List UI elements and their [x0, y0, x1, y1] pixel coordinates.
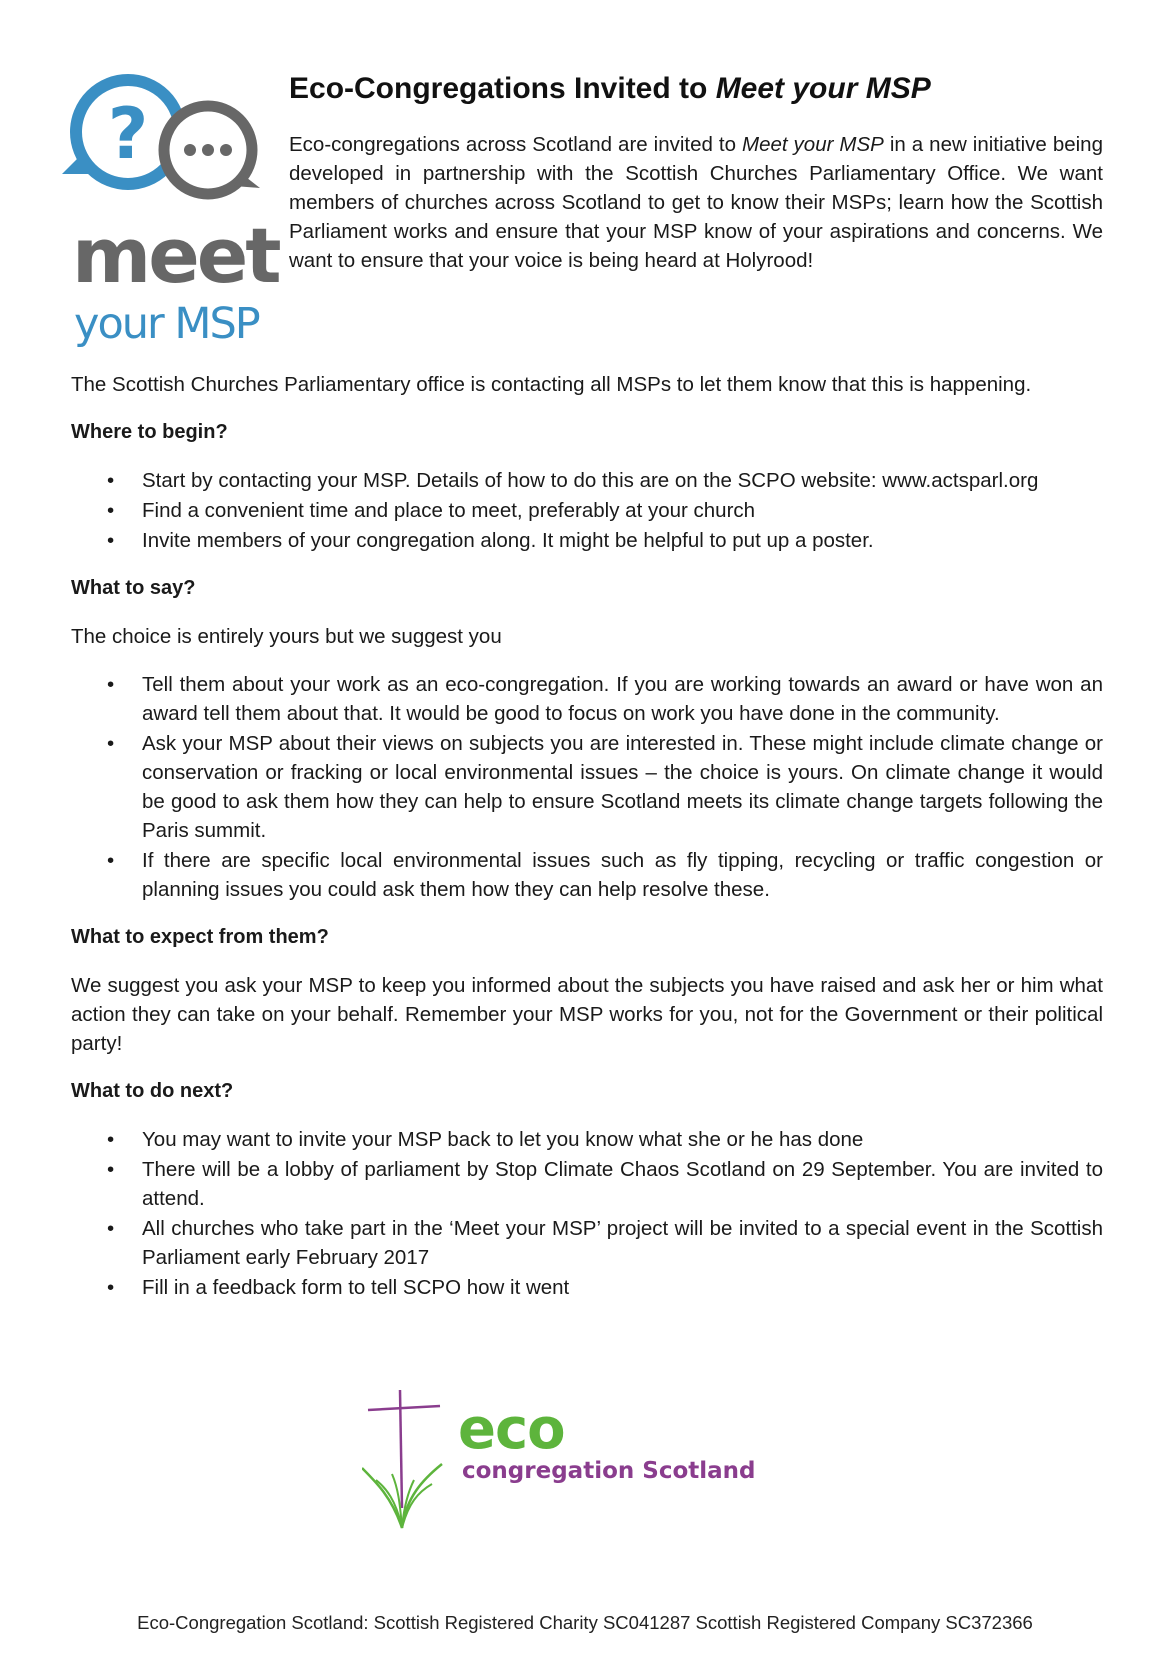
heading-what-to-expect: What to expect from them?: [71, 926, 329, 948]
logo-meet-text: meet: [72, 211, 279, 300]
say-list: [71, 670, 1103, 904]
ellipsis-dot: [220, 144, 232, 156]
list-item: [71, 670, 1103, 728]
heading-where-to-begin: Where to begin?: [71, 421, 228, 443]
intro-emphasis: Meet your MSP: [742, 133, 884, 156]
intro-paragraph: [289, 130, 1103, 275]
list-item: [71, 1273, 1103, 1302]
next-list: [71, 1125, 1103, 1302]
list-item-text: There will be a lobby of parliament by Stop Climate Chaos Scotland on 29 September. You are invited to attend.: [142, 1158, 1103, 1210]
list-item: [71, 846, 1103, 904]
expect-paragraph: We suggest you ask your MSP to keep you informed about the subjects you have raised and ask her or him what action they can take on your behalf. Remember your MSP works for you, not for the Government or their political party!: [71, 974, 1103, 1055]
heading-what-to-say: What to say?: [71, 577, 196, 599]
ellipsis-dot: [202, 144, 214, 156]
list-item: [71, 729, 1103, 845]
bullet-icon: •: [107, 673, 115, 696]
page-title: [289, 71, 931, 107]
title-emphasis: Meet your MSP: [715, 72, 931, 105]
page-footer: Eco-Congregation Scotland: Scottish Registered Charity SC041287 Scottish Registered Company SC372366: [137, 1612, 1033, 1633]
contact-note: The Scottish Churches Parliamentary office is contacting all MSPs to let them know that this is happening.: [71, 373, 1032, 396]
list-item-text: If there are specific local environmental issues such as fly tipping, recycling or traffic congestion or planning issues you could ask them how they can help resolve these.: [142, 849, 1103, 901]
intro-part1: Eco-congregations across Scotland are invited to: [289, 133, 742, 156]
question-mark-icon: ?: [107, 93, 149, 175]
document-body: [71, 370, 1103, 1321]
bullet-icon: •: [107, 732, 115, 755]
list-item-text: Tell them about your work as an eco-congregation. If you are working towards an award or have won an award tell them about that. It would be good to focus on work you have done in the community.: [142, 673, 1103, 725]
intro-part2: in a new initiative being developed in partnership with the Scottish Churches Parliamentary Office. We want members of churches across Scotland to get to know their MSPs; learn how the Scottish Parliament works and ensure that your MSP know of your aspirations and concerns. We want to ensure that your voice is being heard at Holyrood!: [289, 133, 1103, 272]
eco-logo-subtitle: congregation Scotland: [462, 1458, 756, 1484]
list-item: [71, 526, 1103, 555]
cross-and-grass-icon: [362, 1388, 462, 1533]
bullet-icon: •: [107, 1217, 115, 1240]
list-item-text: Invite members of your congregation along. It might be helpful to put up a poster.: [142, 529, 874, 552]
eco-logo-word: eco: [458, 1397, 565, 1462]
bullet-icon: •: [107, 1276, 115, 1299]
bullet-icon: •: [107, 1128, 115, 1151]
bullet-icon: •: [107, 499, 115, 522]
list-item-text: You may want to invite your MSP back to let you know what she or he has done: [142, 1128, 864, 1151]
ellipsis-dot: [184, 144, 196, 156]
list-item: [71, 1125, 1103, 1154]
list-item: [71, 496, 1103, 525]
list-item: [71, 1155, 1103, 1213]
bullet-icon: •: [107, 529, 115, 552]
bullet-icon: •: [107, 469, 115, 492]
heading-what-to-do-next: What to do next?: [71, 1080, 234, 1102]
bullet-icon: •: [107, 849, 115, 872]
list-item-text: Find a convenient time and place to meet, preferably at your church: [142, 499, 756, 522]
say-lead: The choice is entirely yours but we suggest you: [71, 625, 502, 648]
logo-your-msp-text: your MSP: [74, 299, 259, 349]
list-item-text: Fill in a feedback form to tell SCPO how it went: [142, 1276, 570, 1299]
list-item: [71, 1214, 1103, 1272]
list-item-text: Ask your MSP about their views on subjects you are interested in. These might include climate change or conservation or fracking or local environmental issues – the choice is yours. On climate change it would be good to ask them how they can help to ensure Scotland meets its climate change targets following the Paris summit.: [142, 732, 1103, 842]
speech-bubbles-icon: [58, 70, 278, 220]
list-item-text: All churches who take part in the ‘Meet your MSP’ project will be invited to a special event in the Scottish Parliament early February 2017: [142, 1217, 1103, 1269]
list-item-text: Start by contacting your MSP. Details of how to do this are on the SCPO website: www.actsparl.org: [142, 469, 1039, 492]
begin-list: [71, 466, 1103, 555]
bullet-icon: •: [107, 1158, 115, 1181]
title-prefix: Eco-Congregations Invited to: [289, 72, 716, 105]
list-item: [71, 466, 1103, 495]
